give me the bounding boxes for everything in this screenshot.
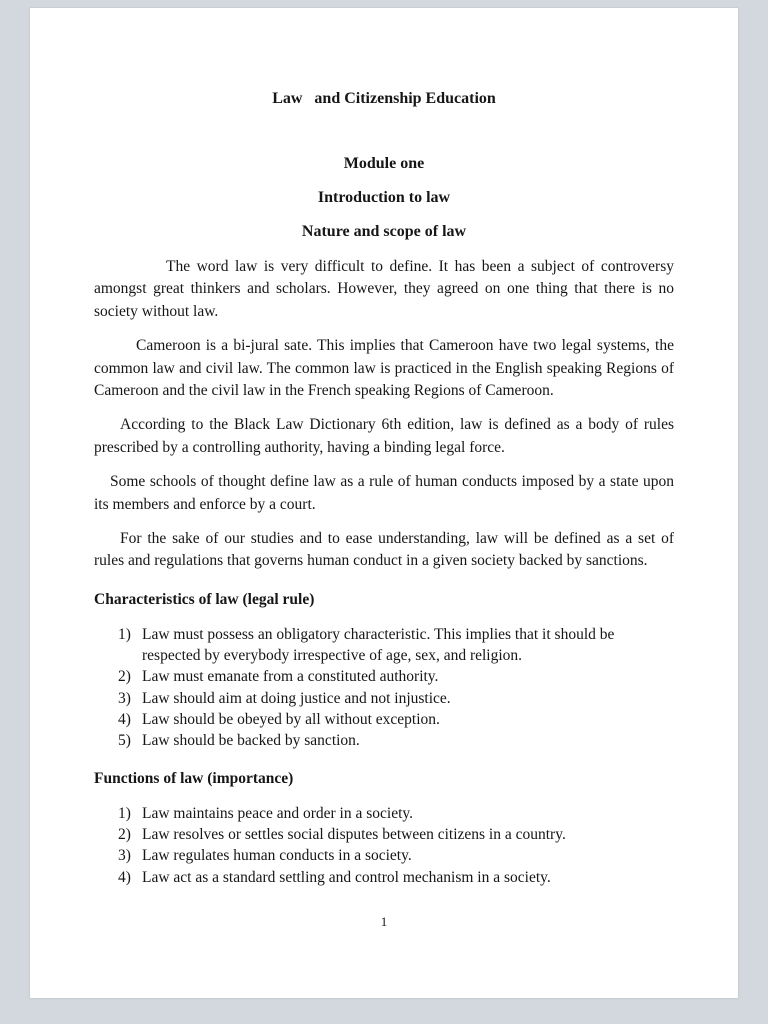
list-item-text: Law should be backed by sanction. bbox=[142, 732, 360, 750]
list-item-text: Law should aim at doing justice and not injustice. bbox=[142, 689, 451, 707]
heading-nature-and-scope: Nature and scope of law bbox=[301, 223, 467, 240]
paragraph-black-law-dictionary: According to the Black Law Dictionary 6th edition, law is defined as a body of rules prescribed by a controlling authority, having a binding legal force. bbox=[94, 416, 674, 456]
paragraph-working-definition: For the sake of our studies and to ease understanding, law will be defined as a set of rules and regulations that governs human conduct in a given society backed by sanctions. bbox=[94, 530, 674, 570]
list-item-number: 4) bbox=[118, 711, 131, 729]
list-item-text: Law must possess an obligatory characteristic. This implies that it should be respected by everybody irrespective of age, sex, and religion. bbox=[142, 625, 615, 665]
functions-list bbox=[118, 803, 674, 888]
heading-module-one: Module one bbox=[343, 155, 425, 172]
paragraph-word-law: The word law is very difficult to define. It has been a subject of controversy amongst great thinkers and scholars. However, they agreed on one thing that there is no society without law. bbox=[94, 258, 674, 320]
list-item-text: Law resolves or settles social disputes between citizens in a country. bbox=[142, 825, 566, 843]
document-page bbox=[30, 8, 738, 998]
characteristics-list bbox=[118, 624, 674, 752]
list-item-number: 4) bbox=[118, 868, 131, 886]
list-item-number: 2) bbox=[118, 668, 131, 686]
list-item bbox=[118, 666, 674, 687]
section-heading-functions: Functions of law (importance) bbox=[94, 769, 294, 787]
section-heading-characteristics: Characteristics of law (legal rule) bbox=[94, 590, 315, 608]
list-item-number: 5) bbox=[118, 732, 131, 750]
list-item bbox=[118, 803, 674, 824]
list-item bbox=[118, 824, 674, 845]
page-number: 1 bbox=[380, 913, 388, 929]
list-item-text: Law maintains peace and order in a society. bbox=[142, 804, 413, 822]
list-item-text: Law should be obeyed by all without exception. bbox=[142, 711, 440, 729]
paragraph-schools-of-thought: Some schools of thought define law as a rule of human conducts imposed by a state upon its members and enforce by a court. bbox=[94, 473, 674, 513]
list-item-text: Law regulates human conducts in a society. bbox=[142, 847, 412, 865]
list-item-number: 1) bbox=[118, 804, 131, 822]
list-item-number: 1) bbox=[118, 625, 131, 643]
list-item bbox=[118, 845, 674, 866]
list-item bbox=[118, 730, 674, 751]
document-title: Law and Citizenship Education bbox=[272, 90, 496, 107]
list-item-number: 3) bbox=[118, 847, 131, 865]
list-item bbox=[118, 688, 674, 709]
list-item-text: Law must emanate from a constituted authority. bbox=[142, 668, 439, 686]
heading-introduction-to-law: Introduction to law bbox=[317, 189, 451, 206]
list-item bbox=[118, 624, 674, 667]
paragraph-cameroon-bijural: Cameroon is a bi-jural sate. This implies that Cameroon have two legal systems, the common law and civil law. The common law is practiced in the English speaking Regions of Cameroon and the civil law in the French speaking Regions of Cameroon. bbox=[94, 337, 674, 400]
list-item-number: 2) bbox=[118, 825, 131, 843]
list-item-number: 3) bbox=[118, 689, 131, 707]
list-item-text: Law act as a standard settling and control mechanism in a society. bbox=[142, 868, 551, 886]
list-item bbox=[118, 709, 674, 730]
list-item bbox=[118, 867, 674, 888]
